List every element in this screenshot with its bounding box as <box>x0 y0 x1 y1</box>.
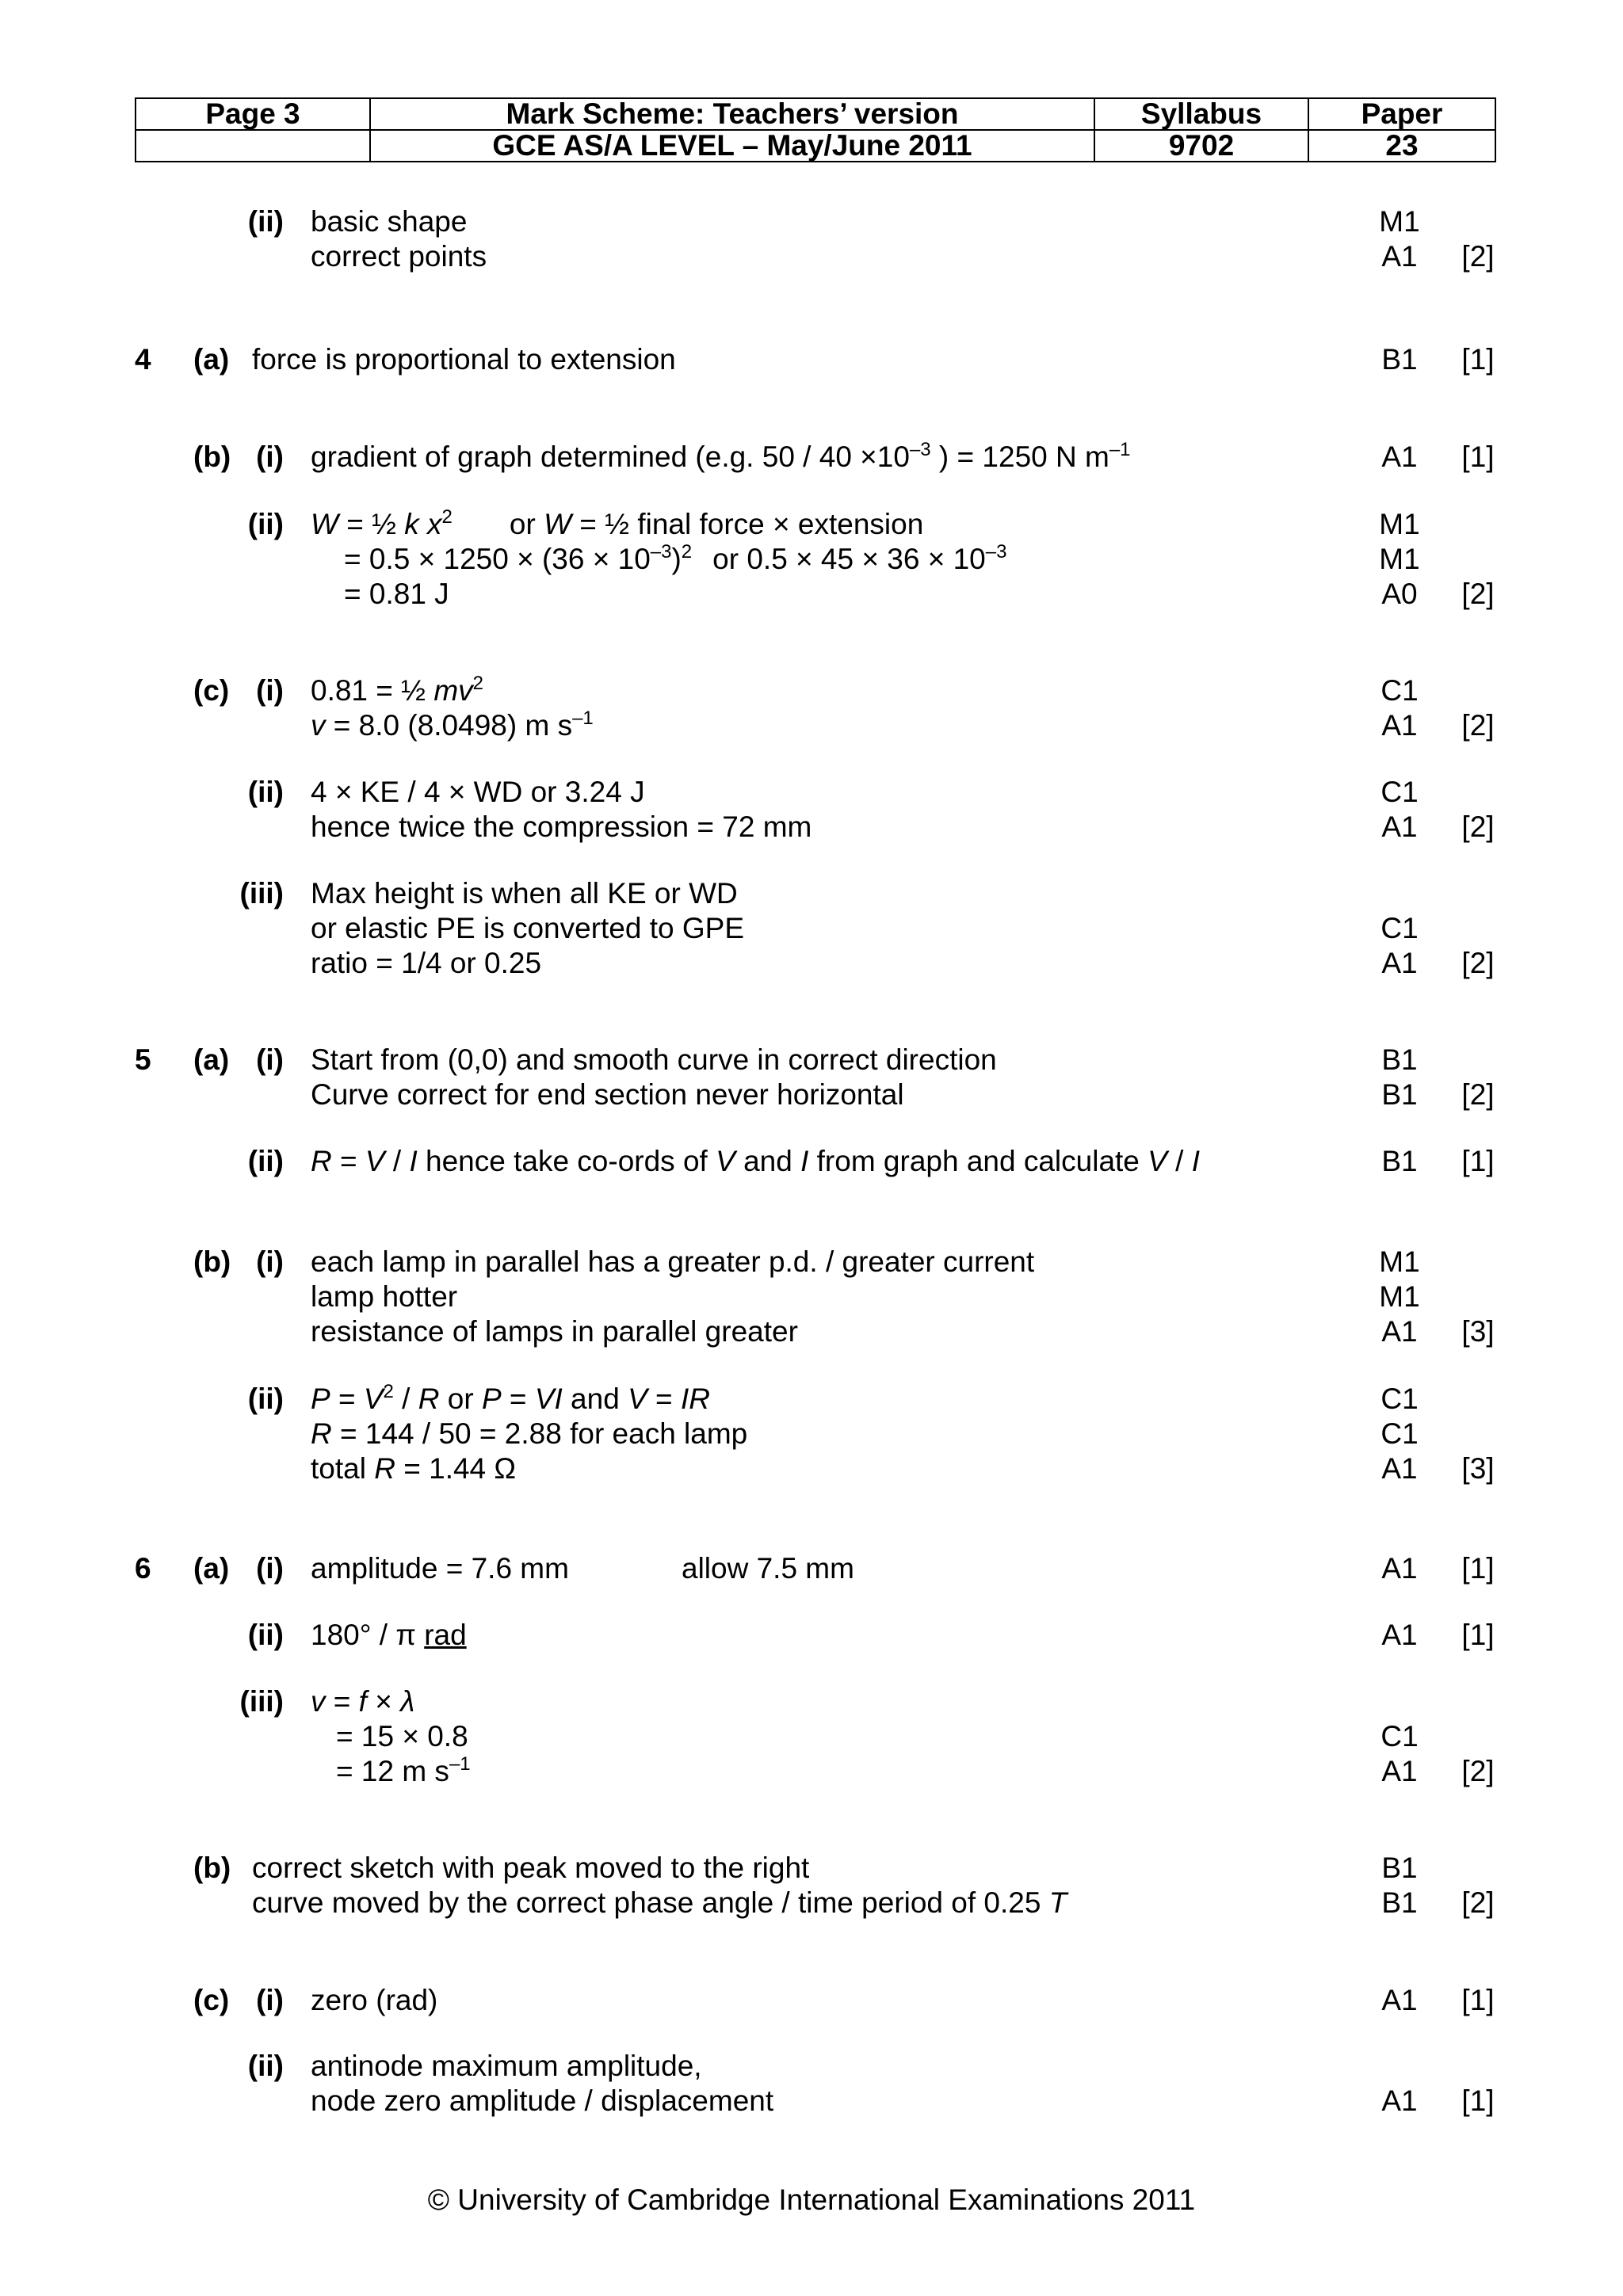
answer-line: ratio = 1/4 or 0.25 <box>311 947 542 979</box>
answer-line: node zero amplitude / displacement <box>311 2084 774 2117</box>
subpart-label: (i) <box>256 1245 284 1278</box>
answer-line: hence twice the compression = 72 mm <box>311 810 812 843</box>
subpart-label: (i) <box>256 1984 284 2016</box>
q4-b-ii-block <box>0 507 1623 612</box>
total-mark: [3] <box>1461 1452 1495 1485</box>
mark: M1 <box>1379 543 1420 575</box>
subpart-label: (ii) <box>247 776 284 808</box>
syllabus-label-cell: Syllabus <box>1094 98 1308 130</box>
part-label: (b) <box>193 1852 231 1884</box>
subpart-label: (ii) <box>247 1383 284 1415</box>
mark: M1 <box>1379 1280 1420 1313</box>
mark: A1 <box>1381 1452 1418 1485</box>
mark: C1 <box>1381 1720 1419 1753</box>
mark: A0 <box>1381 578 1418 610</box>
subpart-label: (iii) <box>239 1685 284 1718</box>
q4-b-i-block <box>0 440 1623 475</box>
answer-line: or elastic PE is converted to GPE <box>311 912 745 944</box>
q6-a-ii-block <box>0 1618 1623 1653</box>
title-cell: Mark Scheme: Teachers’ version <box>370 98 1094 130</box>
answer-line: force is proportional to extension <box>252 343 676 376</box>
answer-line: = 0.81 J <box>344 578 449 610</box>
subpart-label: (ii) <box>247 1145 284 1177</box>
header-table <box>135 97 1496 162</box>
copyright-footer: © University of Cambridge International Examinations 2011 <box>427 2183 1196 2216</box>
mark: M1 <box>1379 508 1420 540</box>
q4-a-block <box>0 342 1623 377</box>
mark: M1 <box>1379 205 1420 238</box>
answer-line: antinode maximum amplitude, <box>311 2050 702 2082</box>
mark: A1 <box>1381 240 1418 273</box>
answer-line: 0.81 = ½ $mv^2$ <box>311 673 484 707</box>
answer-line: lamp hotter <box>311 1280 458 1313</box>
q6-a-iii-block <box>0 1684 1623 1789</box>
total-mark: [1] <box>1461 1552 1495 1585</box>
answer-line: Max height is when all KE or WD <box>311 877 738 910</box>
q6-c-ii-block <box>0 2049 1623 2119</box>
answer-line: zero (rad) <box>311 1984 438 2016</box>
part-label: (b) <box>193 441 231 473</box>
total-mark: [1] <box>1461 441 1495 473</box>
mark: A1 <box>1381 1552 1418 1585</box>
answer-line: = 15 × 0.8 <box>336 1720 468 1753</box>
mark: C1 <box>1381 776 1419 808</box>
answer-line: = 12 m $s^{-1}$ <box>336 1753 471 1787</box>
subpart-label: (i) <box>256 1043 284 1076</box>
mark: A1 <box>1381 947 1418 979</box>
answer-line: curve moved by the correct phase angle / time period of 0.25 T <box>252 1886 1067 1919</box>
mark: B1 <box>1381 1145 1418 1177</box>
q5-b-i-block <box>0 1245 1623 1349</box>
mark: B1 <box>1381 1852 1418 1884</box>
subpart-label: (ii) <box>247 1619 284 1651</box>
question-number: 6 <box>135 1552 151 1585</box>
q6-c-i-block <box>0 1983 1623 2018</box>
mark: B1 <box>1381 1078 1418 1111</box>
answer-line: each lamp in parallel has a greater p.d. / greater current <box>311 1245 1035 1278</box>
total-mark: [1] <box>1461 2084 1495 2117</box>
answer-line: resistance of lamps in parallel greater <box>311 1315 798 1348</box>
part-label: (c) <box>193 674 230 707</box>
mark: A1 <box>1381 709 1418 742</box>
answer-line: Start from (0,0) and smooth curve in correct direction <box>311 1043 997 1076</box>
question-number: 4 <box>135 343 151 376</box>
total-mark: [2] <box>1461 1886 1495 1919</box>
empty-cell <box>136 130 370 162</box>
total-mark: [2] <box>1461 240 1495 273</box>
mark: A1 <box>1381 1984 1418 2016</box>
total-mark: [1] <box>1461 1984 1495 2016</box>
mark: C1 <box>1381 1383 1419 1415</box>
mark: B1 <box>1381 343 1418 376</box>
mark: A1 <box>1381 1315 1418 1348</box>
total-mark: [1] <box>1461 343 1495 376</box>
q6-a-i-block <box>0 1551 1623 1586</box>
q4-c-iii-block <box>0 876 1623 981</box>
answer-line: R = 144 / 50 = 2.88 for each lamp <box>311 1417 748 1450</box>
answer-line: W = ½ k $x^2$ or W = ½ final force × extension <box>311 506 924 540</box>
answer-line: 180° / π rad <box>311 1619 467 1651</box>
paper-label-cell: Paper <box>1308 98 1495 130</box>
mark: A1 <box>1381 2084 1418 2117</box>
answer-line: 4 × KE / 4 × WD or 3.24 J <box>311 776 645 808</box>
part-label: (c) <box>193 1984 230 2016</box>
mark: B1 <box>1381 1043 1418 1076</box>
paper-cell: 23 <box>1308 130 1495 162</box>
part-label: (a) <box>193 1043 230 1076</box>
subpart-label: (ii) <box>247 205 284 238</box>
subpart-label: (i) <box>256 1552 284 1585</box>
q6-b-block <box>0 1851 1623 1920</box>
mark: A1 <box>1381 1619 1418 1651</box>
answer-line: = $0.5 \times 1250 \times (36 \times 10^{-3})^2$ or $0.5 \times 45 \times 36 \times 10^{-3}$ <box>344 541 1007 575</box>
q3-ii-block <box>0 204 1623 274</box>
part-label: (a) <box>193 1552 230 1585</box>
part-label: (b) <box>193 1245 231 1278</box>
subpart-label: (iii) <box>239 877 284 910</box>
subpart-label: (ii) <box>247 2050 284 2082</box>
answer-line: amplitude = 7.6 mm <box>311 1552 569 1585</box>
total-mark: [2] <box>1461 578 1495 610</box>
mark: C1 <box>1381 912 1419 944</box>
mark: A1 <box>1381 1755 1418 1787</box>
question-number: 5 <box>135 1043 151 1076</box>
total-mark: [2] <box>1461 709 1495 742</box>
answer-line: v = 8.0 (8.0498) m $s^{-1}$ <box>311 707 594 742</box>
total-mark: [2] <box>1461 1078 1495 1111</box>
answer-line: R = V / I hence take co-ords of V and I from graph and calculate V / I <box>311 1145 1200 1177</box>
answer-line: correct sketch with peak moved to the right <box>252 1852 810 1884</box>
q4-c-ii-block <box>0 775 1623 845</box>
answer-line: basic shape <box>311 205 468 238</box>
total-mark: [3] <box>1461 1315 1495 1348</box>
answer-line: correct points <box>311 240 487 273</box>
subpart-label: (i) <box>256 441 284 473</box>
q5-a-i-block <box>0 1043 1623 1112</box>
mark: A1 <box>1381 810 1418 843</box>
q5-a-ii-block <box>0 1144 1623 1179</box>
answer-line: gradient of graph determined (e.g. $50 / 40 \times 10^{-3}$ ) = 1250 N $m^{-1}$ <box>311 439 1131 473</box>
mark: A1 <box>1381 441 1418 473</box>
total-mark: [2] <box>1461 1755 1495 1787</box>
answer-line: total R = 1.44 Ω <box>311 1452 517 1485</box>
total-mark: [2] <box>1461 810 1495 843</box>
answer-line: $P = V^2 / R$ or P = VI and V = IR <box>311 1381 710 1415</box>
mark: M1 <box>1379 1245 1420 1278</box>
total-mark: [1] <box>1461 1145 1495 1177</box>
mark: B1 <box>1381 1886 1418 1919</box>
subpart-label: (i) <box>256 674 284 707</box>
answer-line: Curve correct for end section never horizontal <box>311 1078 904 1111</box>
q5-b-ii-block <box>0 1382 1623 1486</box>
exam-cell: GCE AS/A LEVEL – May/June 2011 <box>370 130 1094 162</box>
answer-line: v = f × λ <box>311 1685 415 1718</box>
syllabus-cell: 9702 <box>1094 130 1308 162</box>
subpart-label: (ii) <box>247 508 284 540</box>
total-mark: [2] <box>1461 947 1495 979</box>
mark: C1 <box>1381 1417 1419 1450</box>
total-mark: [1] <box>1461 1619 1495 1651</box>
allow-note: allow 7.5 mm <box>682 1552 854 1585</box>
part-label: (a) <box>193 343 230 376</box>
q4-c-i-block <box>0 673 1623 743</box>
page-cell: Page 3 <box>136 98 370 130</box>
mark: C1 <box>1381 674 1419 707</box>
